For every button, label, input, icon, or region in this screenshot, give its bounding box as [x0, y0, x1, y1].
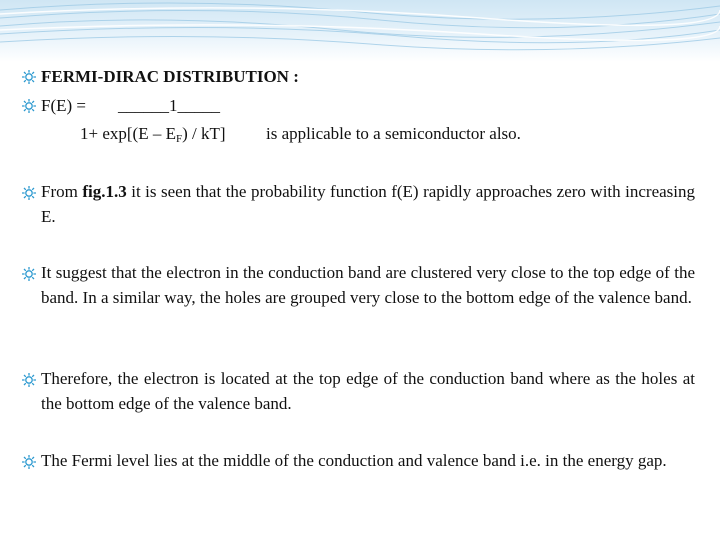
figure-reference: fig.1.3: [82, 182, 127, 201]
formula-note: is applicable to a semiconductor also.: [266, 124, 521, 143]
heading-text: FERMI-DIRAC DISTRIBUTION :: [41, 67, 299, 86]
paragraph-3: Therefore, the electron is located at the top edge of the conduction band where as the holes at the bottom edge of the valence band.: [41, 369, 695, 413]
sun-bullet-icon: [21, 98, 37, 114]
paragraph-1: [41, 180, 695, 229]
sun-bullet-icon: [21, 372, 37, 388]
sun-bullet-icon: [21, 266, 37, 282]
formula-denominator-pre: 1+ exp[(E – E: [80, 124, 176, 143]
sun-bullet-icon: [21, 69, 37, 85]
formula-denominator-sub: F: [175, 133, 183, 145]
sun-bullet-icon: [21, 454, 37, 470]
paragraph-1-pre: From: [41, 182, 78, 201]
paragraph-2: It suggest that the electron in the conduction band are clustered very close to the top edge of the band. In a similar way, the holes are grouped very close to the bottom edge of the valence band.: [41, 263, 695, 307]
formula-denominator-post: ) / kT]: [182, 124, 226, 143]
formula-denominator: [80, 122, 226, 151]
formula-lhs: F(E) =: [41, 96, 86, 115]
paragraph-4: The Fermi level lies at the middle of the conduction and valence band i.e. in the energy gap.: [41, 451, 667, 470]
formula-numerator: ______1_____: [118, 96, 220, 115]
sun-bullet-icon: [21, 185, 37, 201]
paragraph-1-text: it is seen that the probability function f(E) rapidly approaches zero with increasing E.: [41, 182, 695, 226]
